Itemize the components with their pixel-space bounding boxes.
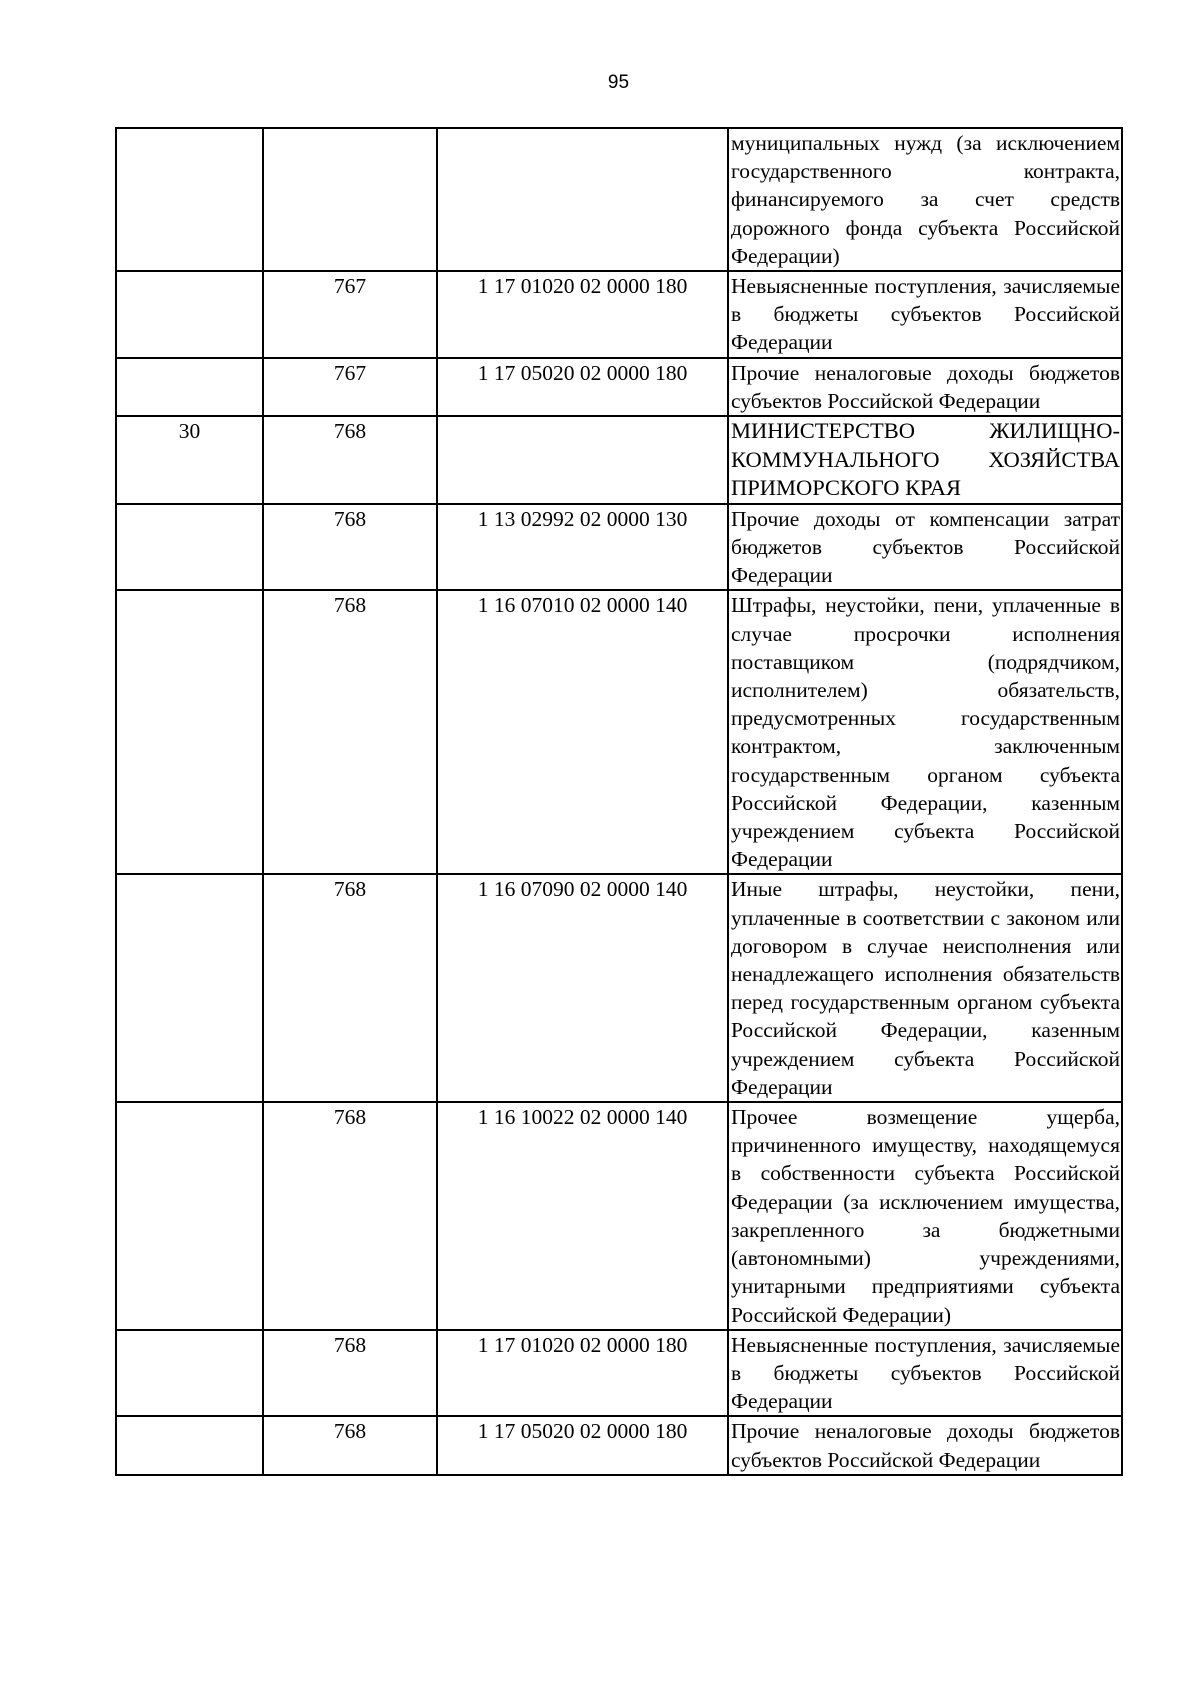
kbk-code-cell: 1 17 01020 02 0000 180 xyxy=(437,271,728,358)
admin-code-cell: 767 xyxy=(263,271,437,358)
row-number-cell xyxy=(116,271,263,358)
description-cell: Штрафы, неустойки, пени, уплаченные в случае просрочки исполнения поставщиком (подрядчиком, исполнителем) обязательств, предусмотренных государственным контрактом, заключенным государственным органом субъекта Российской Федерации, казенным учреждением субъекта Российской Федерации xyxy=(728,590,1122,874)
kbk-code-cell: 1 13 02992 02 0000 130 xyxy=(437,504,728,591)
admin-code-cell xyxy=(263,128,437,271)
kbk-code-cell xyxy=(437,416,728,504)
row-number-cell xyxy=(116,358,263,416)
kbk-code-cell xyxy=(437,128,728,271)
row-number-cell xyxy=(116,1416,263,1474)
table-row xyxy=(116,1330,1122,1417)
table-row-ministry-header xyxy=(116,416,1122,504)
table-row xyxy=(116,358,1122,416)
page-number: 95 xyxy=(607,72,630,93)
kbk-code-cell: 1 17 05020 02 0000 180 xyxy=(437,1416,728,1474)
description-cell: Прочие неналоговые доходы бюджетов субъектов Российской Федерации xyxy=(728,1416,1122,1474)
admin-code-cell: 768 xyxy=(263,416,437,504)
description-cell: Прочие неналоговые доходы бюджетов субъектов Российской Федерации xyxy=(728,358,1122,416)
table-row xyxy=(116,1416,1122,1474)
description-cell: Невыясненные поступления, зачисляемые в бюджеты субъектов Российской Федерации xyxy=(728,271,1122,358)
admin-code-cell: 768 xyxy=(263,1330,437,1417)
admin-code-cell: 768 xyxy=(263,1416,437,1474)
admin-code-cell: 768 xyxy=(263,504,437,591)
admin-code-cell: 767 xyxy=(263,358,437,416)
row-number-cell xyxy=(116,874,263,1102)
ministry-name-cell: МИНИСТЕРСТВО ЖИЛИЩНО-КОММУНАЛЬНОГО ХОЗЯЙСТВА ПРИМОРСКОГО КРАЯ xyxy=(728,416,1122,504)
row-number-cell xyxy=(116,504,263,591)
row-number-cell xyxy=(116,128,263,271)
kbk-code-cell: 1 17 05020 02 0000 180 xyxy=(437,358,728,416)
kbk-code-cell: 1 16 07090 02 0000 140 xyxy=(437,874,728,1102)
description-cell: муниципальных нужд (за исключением государственного контракта, финансируемого за счет средств дорожного фонда субъекта Российской Федерации) xyxy=(728,128,1122,271)
row-number-cell xyxy=(116,1102,263,1330)
description-cell: Невыясненные поступления, зачисляемые в бюджеты субъектов Российской Федерации xyxy=(728,1330,1122,1417)
revenue-codes-table xyxy=(115,127,1123,1476)
kbk-code-cell: 1 17 01020 02 0000 180 xyxy=(437,1330,728,1417)
row-number-cell xyxy=(116,1330,263,1417)
admin-code-cell: 768 xyxy=(263,1102,437,1330)
description-cell: Прочие доходы от компенсации затрат бюджетов субъектов Российской Федерации xyxy=(728,504,1122,591)
table-row xyxy=(116,504,1122,591)
kbk-code-cell: 1 16 10022 02 0000 140 xyxy=(437,1102,728,1330)
description-cell: Прочее возмещение ущерба, причиненного имуществу, находящемуся в собственности субъекта Российской Федерации (за исключением имущества, закрепленного за бюджетными (автономными) учреждениями, унитарными предприятиями субъекта Российской Федерации) xyxy=(728,1102,1122,1330)
description-cell: Иные штрафы, неустойки, пени, уплаченные в соответствии с законом или договором в случае неисполнения или ненадлежащего исполнения обязательств перед государственным органом субъекта Российской Федерации, казенным учреждением субъекта Российской Федерации xyxy=(728,874,1122,1102)
admin-code-cell: 768 xyxy=(263,590,437,874)
table-row xyxy=(116,590,1122,874)
row-number-cell: 30 xyxy=(116,416,263,504)
row-number-cell xyxy=(116,590,263,874)
admin-code-cell: 768 xyxy=(263,874,437,1102)
kbk-code-cell: 1 16 07010 02 0000 140 xyxy=(437,590,728,874)
table-row xyxy=(116,271,1122,358)
table-row xyxy=(116,874,1122,1102)
table-row xyxy=(116,128,1122,271)
table-row xyxy=(116,1102,1122,1330)
